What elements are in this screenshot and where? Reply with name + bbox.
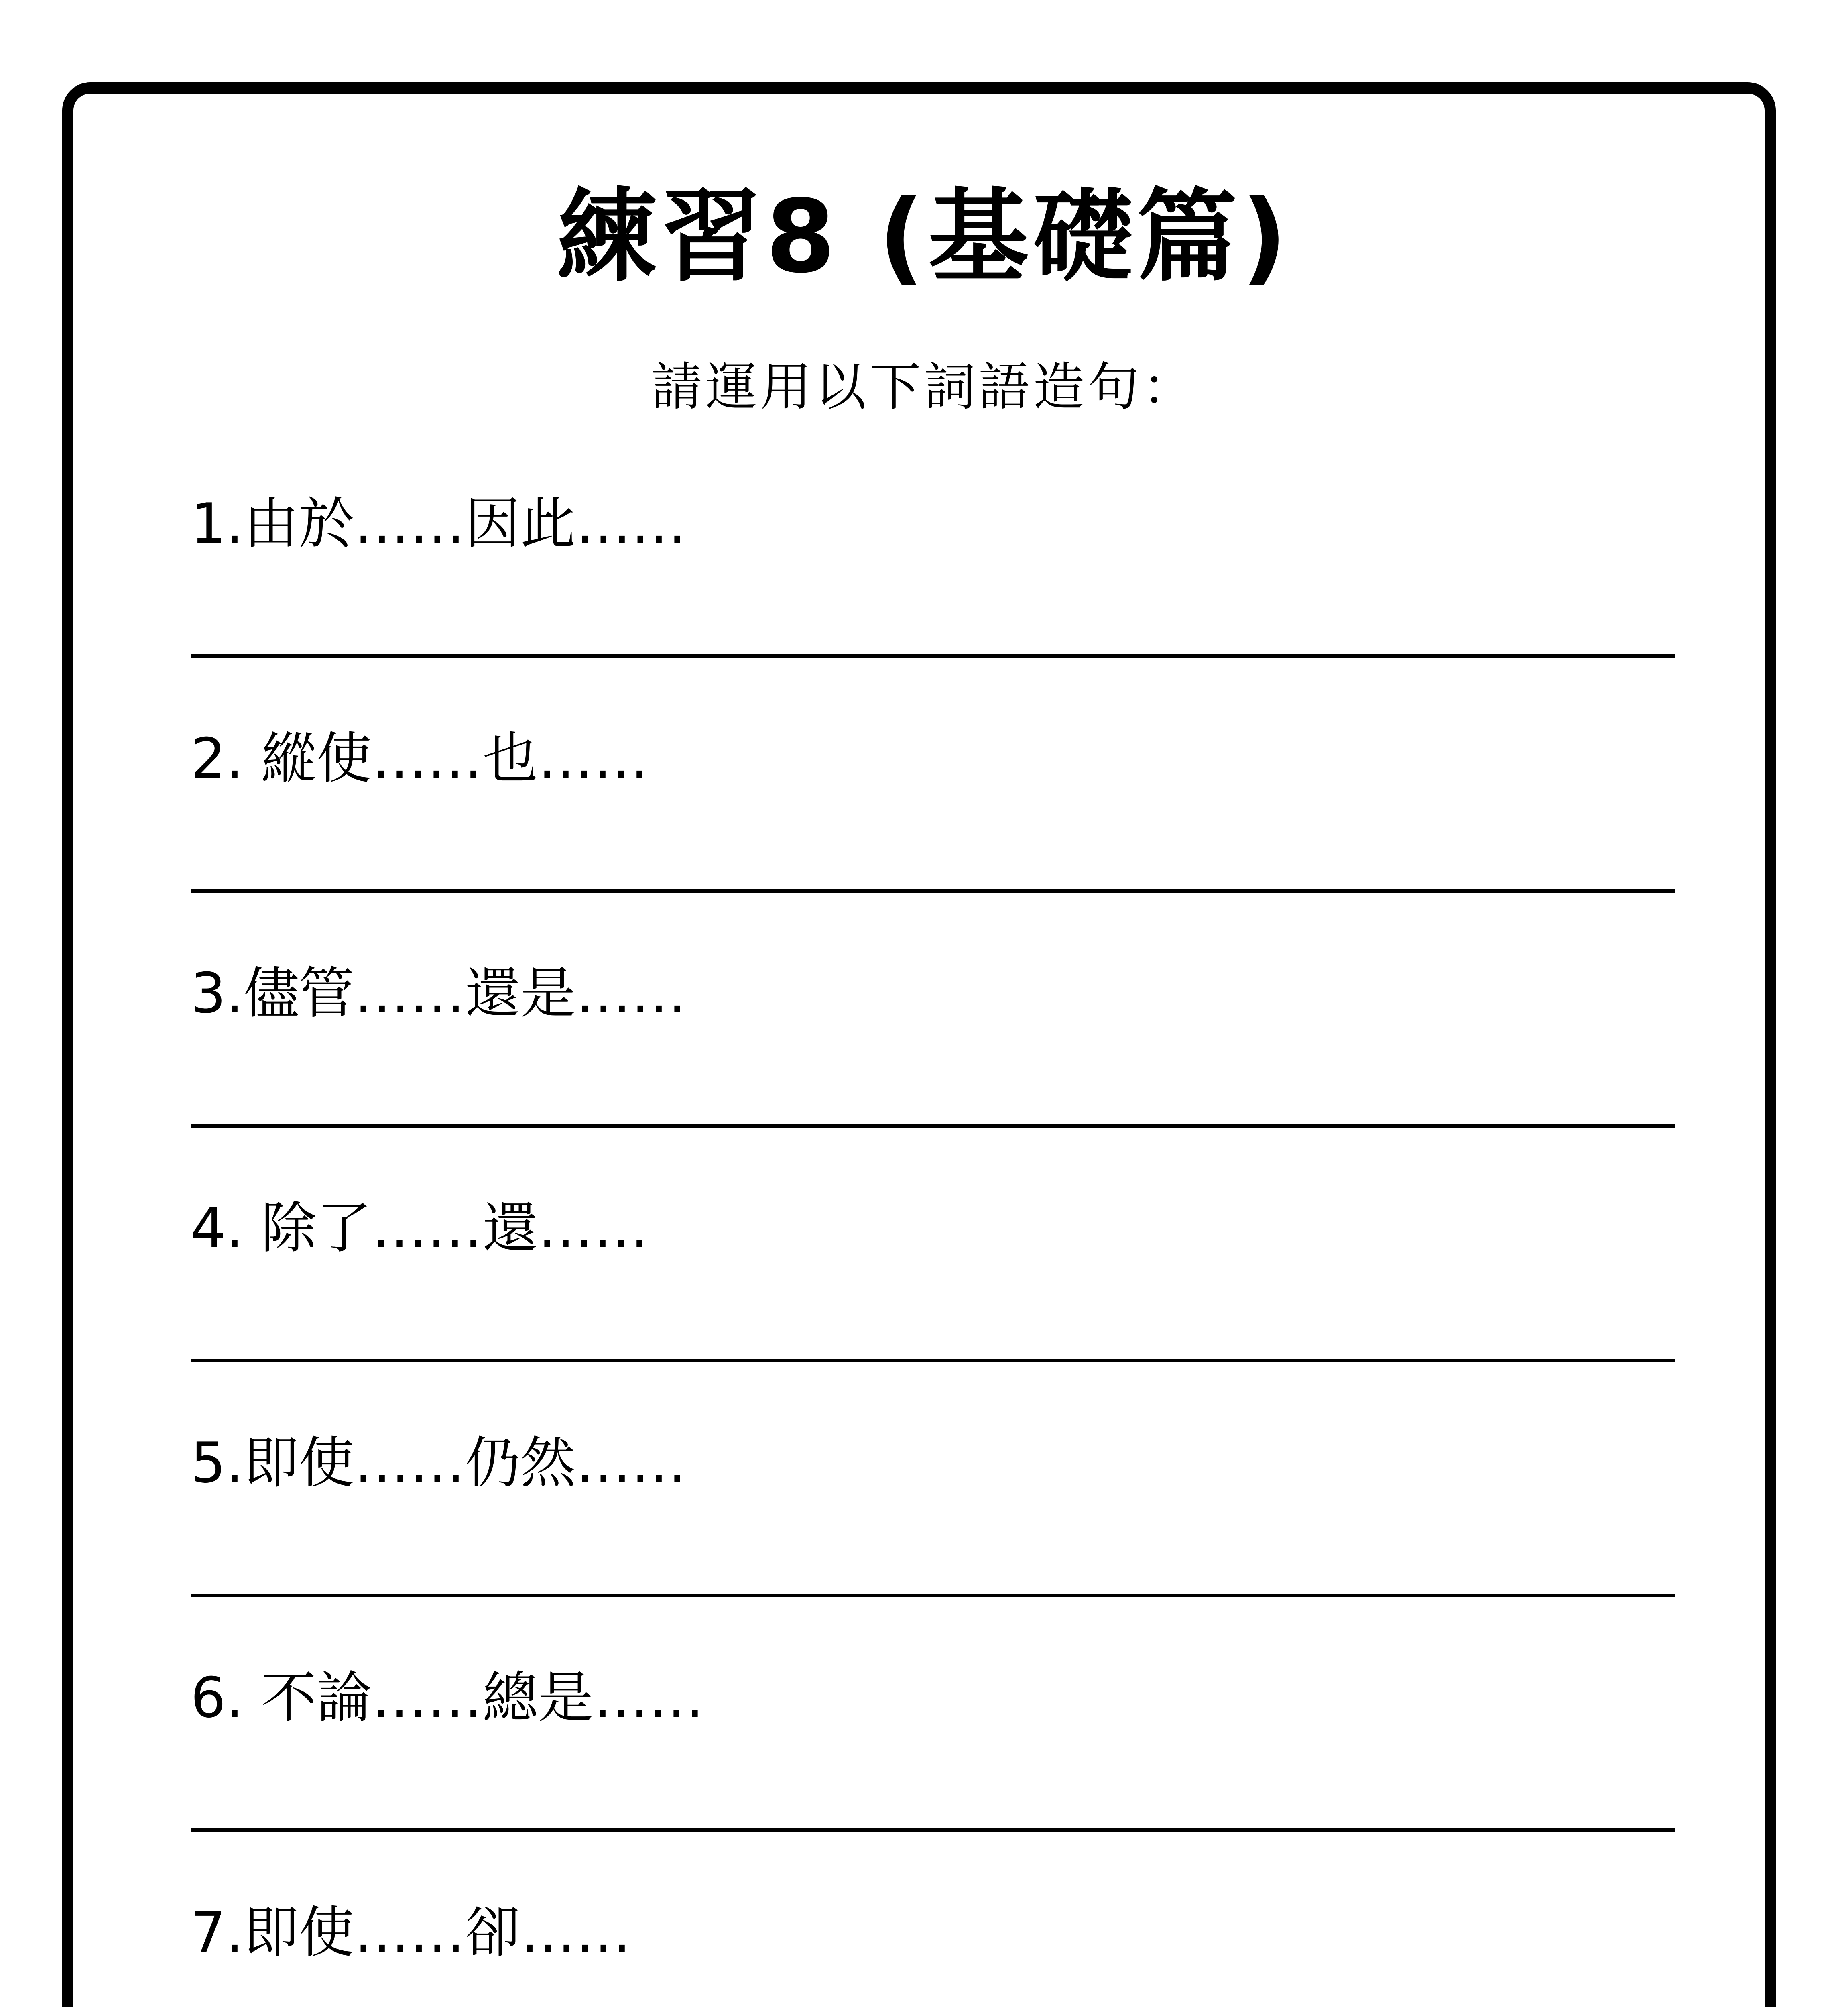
exercise-prompt: 3.儘管……還是…… — [191, 961, 687, 1026]
exercise-item-1 — [191, 492, 1675, 660]
answer-line[interactable] — [191, 1828, 1675, 1832]
exercise-prompt: 6. 不論……總是…… — [191, 1665, 704, 1730]
instruction-text: 請運用以下詞語造句： — [651, 357, 1197, 417]
answer-line[interactable] — [191, 1124, 1675, 1128]
exercise-prompt: 7.即使……卻…… — [191, 1900, 631, 1965]
exercise-prompt: 5.即使……仍然…… — [191, 1431, 687, 1495]
answer-line[interactable] — [191, 889, 1675, 893]
exercise-item-5 — [191, 1431, 1675, 1600]
exercise-prompt: 4. 除了……還…… — [191, 1196, 649, 1260]
exercise-item-4 — [191, 1196, 1675, 1365]
exercise-item-6 — [191, 1666, 1675, 1834]
exercise-item-2 — [191, 727, 1675, 895]
exercise-item-3 — [191, 961, 1675, 1130]
page-title: 練習8 (基礎篇) — [557, 178, 1291, 295]
exercise-item-7 — [191, 1901, 1675, 2007]
exercise-prompt: 1.由於……因此…… — [191, 491, 687, 556]
answer-line[interactable] — [191, 1359, 1675, 1362]
answer-line[interactable] — [191, 654, 1675, 658]
answer-line[interactable] — [191, 1594, 1675, 1597]
exercise-prompt: 2. 縱使……也…… — [191, 726, 649, 791]
